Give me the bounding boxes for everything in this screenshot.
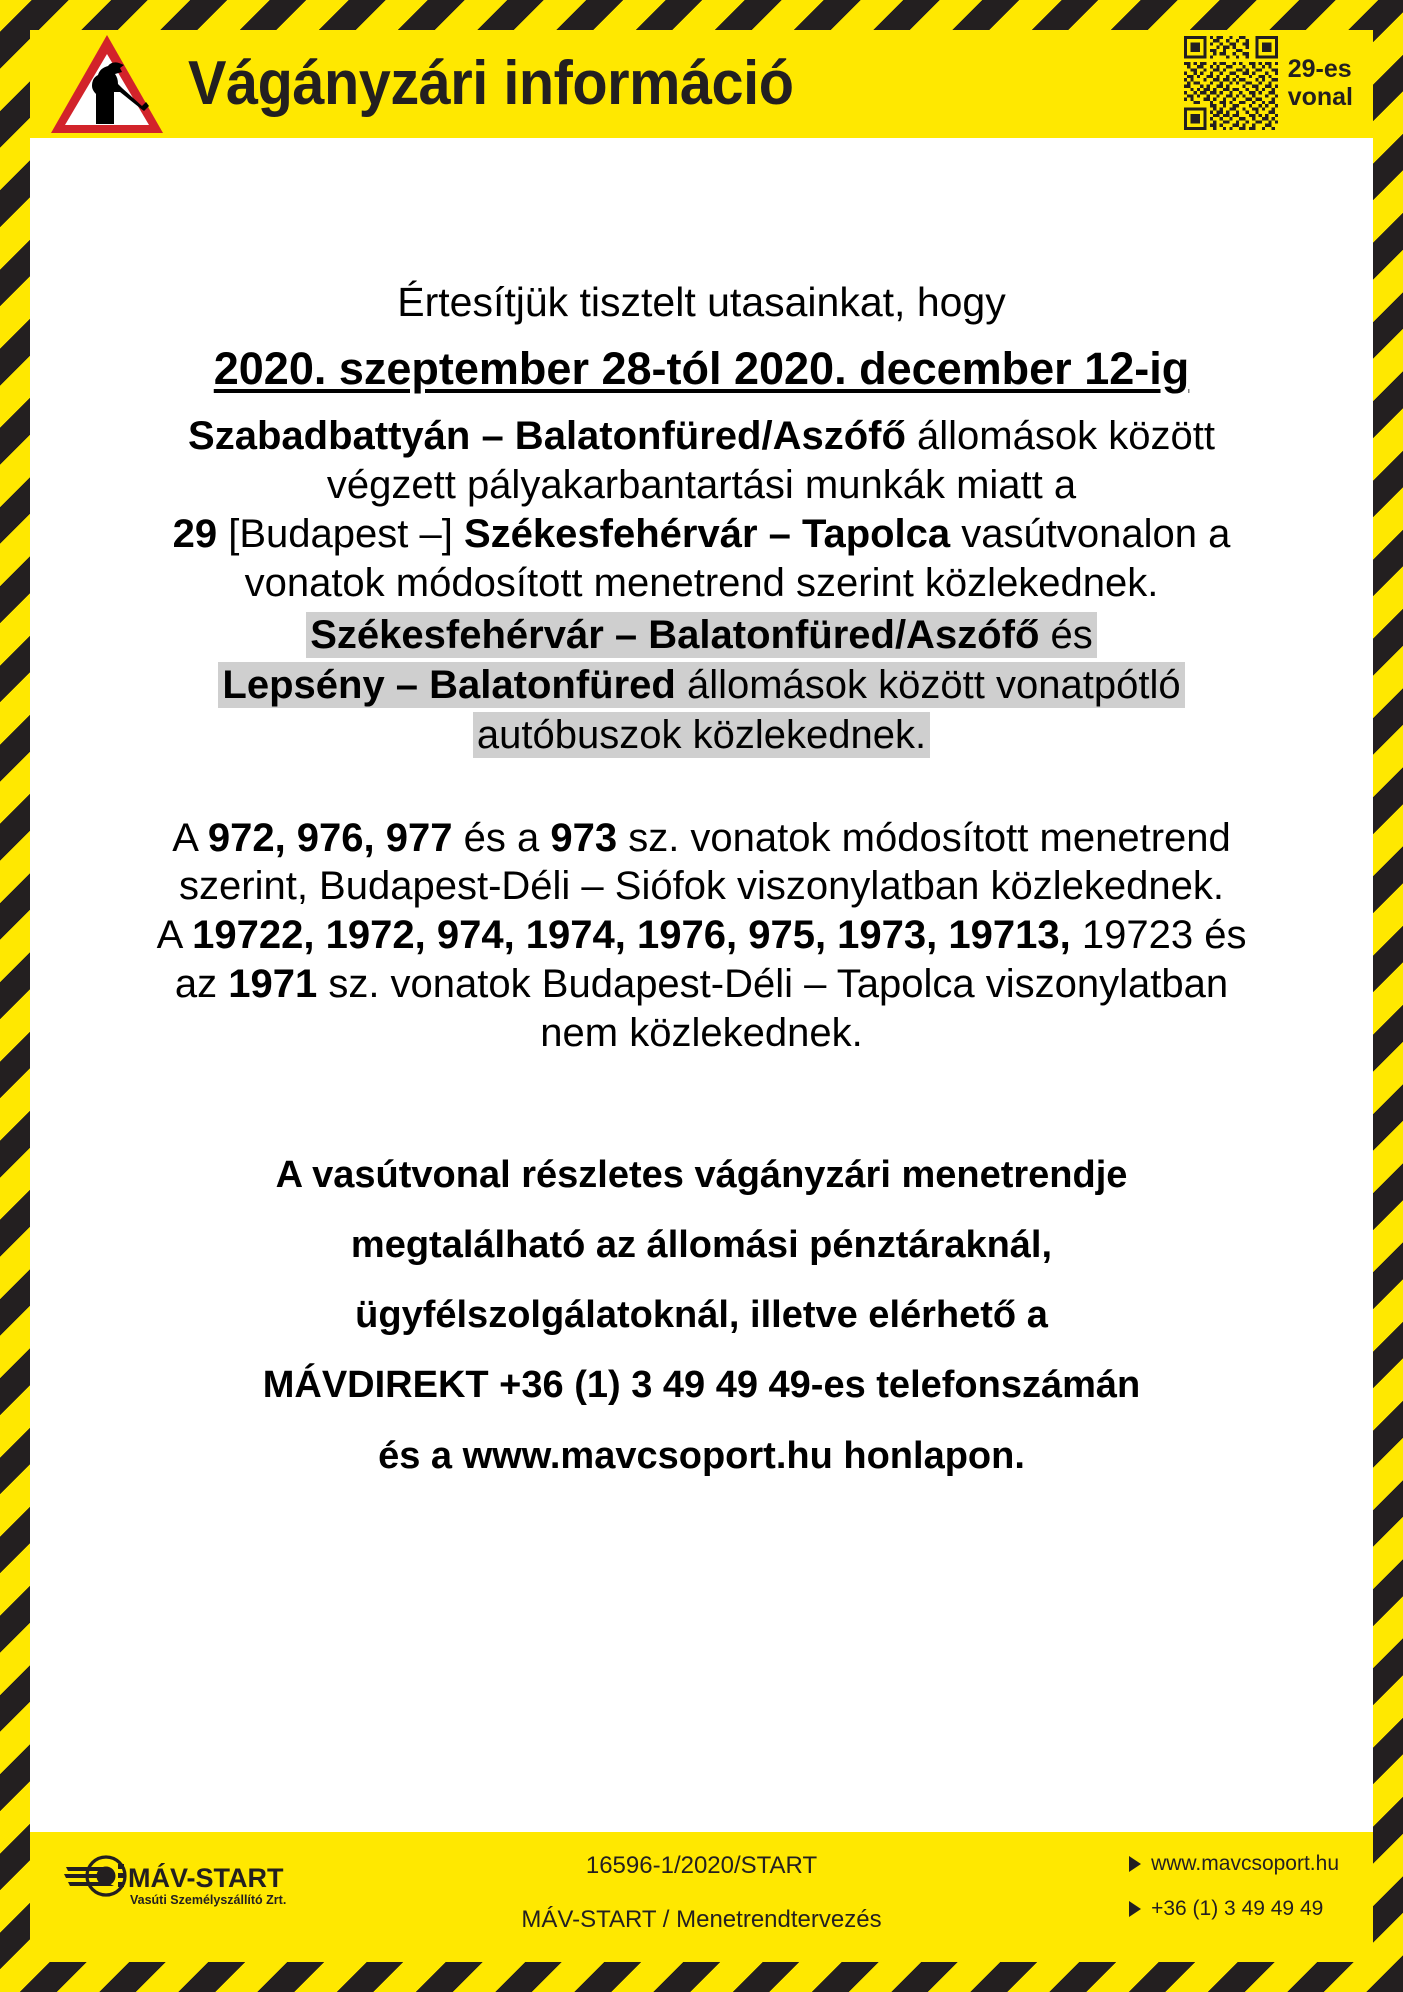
footer-website[interactable]: www.mavcsoport.hu: [1151, 1852, 1339, 1875]
train-number-1971: 1971: [228, 961, 318, 1006]
trains-line-4-post: sz. vonatok Budapest-Déli – Tapolca viszonylatban: [317, 961, 1229, 1006]
department-name: MÁV-START / Menetrendtervezés: [521, 1906, 882, 1933]
qr-code-icon: [1184, 36, 1278, 130]
replacement-bus-notice: [88, 610, 1315, 760]
line-badge-line1: 29-es: [1287, 55, 1352, 83]
closure-line-1: [88, 412, 1315, 461]
closure-line-4: vonatok módosított menetrend szerint közlekednek.: [244, 560, 1159, 605]
closure-line-3-rest: vasútvonalon a: [950, 511, 1231, 556]
closure-description: [88, 412, 1315, 607]
closure-stations: Szabadbattyán – Balatonfüred/Aszófő: [188, 414, 906, 459]
notice-body: [30, 138, 1373, 1832]
closure-line-3: [88, 510, 1315, 559]
contact-line-5: és a www.mavcsoport.hu honlapon.: [378, 1434, 1025, 1477]
trains-line-1-pre: A: [172, 815, 208, 860]
bus-line-3-highlight: autóbuszok közlekednek.: [473, 712, 930, 758]
chevron-right-icon: [1129, 1856, 1141, 1872]
header-right-group: [1184, 36, 1353, 130]
logo-wordmark: MÁV-START: [128, 1863, 284, 1893]
closure-line-2: végzett pályakarbantartási munkák miatt a: [326, 463, 1077, 508]
trains-line-2: szerint, Budapest-Déli – Siófok viszonylatban közlekednek.: [179, 864, 1224, 909]
train-numbers-modified-b: 973: [550, 815, 618, 860]
line-number: 29: [172, 511, 218, 556]
contact-line-3: ügyfélszolgálatoknál, illetve elérhető a: [355, 1294, 1048, 1337]
chevron-right-icon: [1129, 1901, 1141, 1917]
bus-line-2-rest: állomások között vonatpótló: [675, 662, 1181, 707]
line-route: Székesfehérvár – Tapolca: [463, 511, 951, 556]
bus-line-1-rest: és: [1039, 612, 1093, 657]
trains-line-5: nem közlekednek.: [540, 1010, 863, 1055]
trains-line-1-mid: és a: [452, 815, 551, 860]
poster-header: [30, 30, 1373, 138]
trains-line-1-post: sz. vonatok módosított menetrend: [617, 815, 1231, 860]
footer-phone[interactable]: +36 (1) 3 49 49 49: [1151, 1897, 1324, 1921]
contact-line-4: MÁVDIREKT +36 (1) 3 49 49 49-es telefonszámán: [262, 1364, 1141, 1407]
poster-footer: [30, 1832, 1373, 1962]
trains-line-1: [88, 814, 1315, 863]
contact-line-2: megtalálható az állomási pénztáraknál,: [350, 1223, 1053, 1266]
document-id: 16596-1/2020/START: [585, 1852, 818, 1879]
validity-dateline: 2020. szeptember 28-tól 2020. december 12-ig: [213, 343, 1190, 395]
line-badge-line2: vonal: [1287, 83, 1353, 111]
bus-line-2: [88, 660, 1315, 710]
contact-line-1: A vasútvonal részletes vágányzári menetrendje: [275, 1153, 1128, 1196]
bus-route-1: Székesfehérvár – Balatonfüred/Aszófő: [310, 612, 1040, 657]
footer-website-row[interactable]: [1129, 1852, 1339, 1875]
bus-line-1-highlight: [306, 612, 1096, 658]
trains-line-3: [88, 911, 1315, 960]
line-number-badge: [1288, 55, 1353, 111]
intro-text: Értesítjük tisztelt utasainkat, hogy: [397, 279, 1006, 325]
trains-line-4-pre: az: [174, 961, 229, 1006]
train-numbers-modified-a: 972, 976, 977: [207, 815, 453, 860]
trains-line-3-post: 19723 és: [1070, 913, 1247, 958]
logo-subtitle: Vasúti Személyszállító Zrt.: [130, 1893, 287, 1907]
footer-contact-block: [1129, 1852, 1339, 1942]
contact-information: [88, 1140, 1315, 1491]
bus-route-2: Lepsény – Balatonfüred: [222, 662, 676, 707]
trains-line-4: [88, 960, 1315, 1009]
bus-line-3: [88, 710, 1315, 760]
trains-line-3-pre: A: [156, 913, 193, 958]
bus-line-2-highlight: [218, 662, 1184, 708]
footer-phone-row[interactable]: [1129, 1897, 1339, 1920]
affected-trains: [88, 814, 1315, 1058]
line-origin: [Budapest –]: [217, 511, 464, 556]
bus-line-1: [88, 610, 1315, 660]
closure-line-1-rest: állomások között: [905, 414, 1215, 459]
page-title: Vágányzári információ: [188, 49, 794, 118]
train-numbers-cancelled: 19722, 1972, 974, 1974, 1976, 975, 1973, 19713,: [192, 913, 1071, 958]
roadworks-triangle-icon: [48, 32, 166, 136]
